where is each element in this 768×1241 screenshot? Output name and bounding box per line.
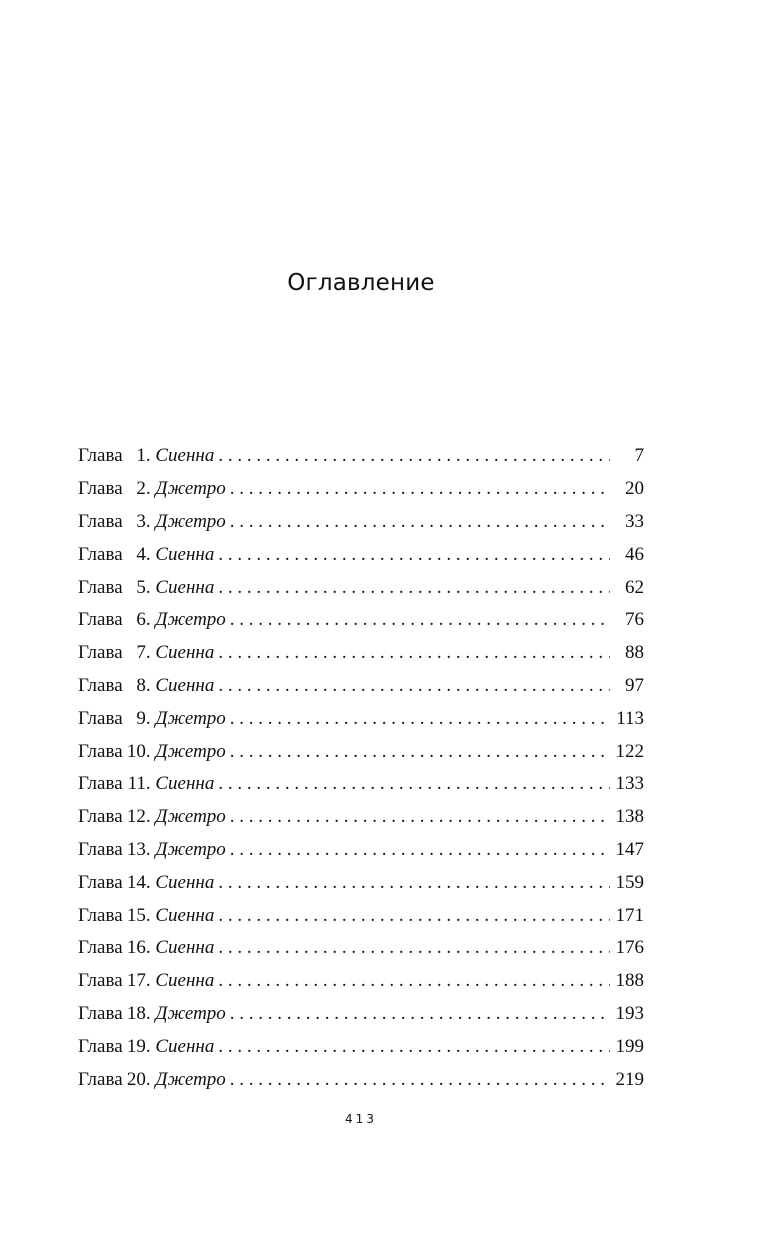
table-of-contents: [78, 440, 644, 1096]
chapter-name: Сиенна: [155, 937, 215, 959]
chapter-word: Глава: [78, 970, 123, 992]
toc-entry[interactable]: [78, 473, 644, 506]
chapter-word: Глава: [78, 510, 123, 532]
page-ref: 133: [615, 773, 644, 795]
dot-leader: [214, 872, 610, 894]
toc-entry-label: [78, 609, 226, 631]
page-ref: 171: [615, 904, 644, 926]
chapter-name: Джетро: [155, 1068, 226, 1090]
toc-entry-label: [78, 872, 214, 894]
page-ref: 193: [615, 1002, 644, 1024]
dot-leader: [214, 1036, 610, 1058]
dot-leader: [214, 544, 610, 566]
toc-entry[interactable]: [78, 998, 644, 1031]
toc-entry-label: [78, 577, 214, 599]
toc-entry-label: [78, 478, 226, 500]
toc-entry-label: [78, 1069, 226, 1091]
page-ref: 176: [615, 937, 644, 959]
dot-leader: [226, 741, 610, 763]
chapter-number: 18.: [126, 1002, 151, 1024]
toc-entry[interactable]: [78, 571, 644, 604]
page-ref: 76: [625, 609, 644, 631]
chapter-name: Джетро: [155, 478, 226, 500]
toc-entry[interactable]: [78, 932, 644, 965]
chapter-name: Джетро: [155, 806, 226, 828]
toc-entry[interactable]: [78, 1030, 644, 1063]
dot-leader: [226, 1003, 610, 1025]
page-ref: 159: [615, 871, 644, 893]
toc-entry-label: [78, 511, 226, 533]
toc-entry-label: [78, 1036, 214, 1058]
dot-leader: [226, 1069, 610, 1091]
chapter-number: 14.: [126, 871, 151, 893]
chapter-word: Глава: [78, 1002, 123, 1024]
chapter-name: Сиенна: [155, 445, 215, 467]
toc-entry-label: [78, 1003, 226, 1025]
toc-entry-label: [78, 445, 214, 467]
toc-entry[interactable]: [78, 604, 644, 637]
chapter-number: 8.: [136, 674, 151, 696]
chapter-word: Глава: [78, 478, 123, 500]
toc-entry[interactable]: [78, 637, 644, 670]
chapter-word: Глава: [78, 871, 123, 893]
page-ref: 138: [615, 806, 644, 828]
chapter-word: Глава: [78, 937, 123, 959]
chapter-word: Глава: [78, 806, 123, 828]
dot-leader: [214, 675, 610, 697]
chapter-number: 2.: [136, 478, 151, 500]
chapter-name: Сиенна: [155, 773, 215, 795]
page-ref: 199: [615, 1035, 644, 1057]
chapter-number: 6.: [136, 609, 151, 631]
toc-entry[interactable]: [78, 506, 644, 539]
toc-entry[interactable]: [78, 899, 644, 932]
page-ref: 46: [625, 543, 644, 565]
chapter-word: Глава: [78, 642, 123, 664]
toc-entry-label: [78, 806, 226, 828]
page-ref: 122: [615, 740, 644, 762]
toc-entry[interactable]: [78, 670, 644, 703]
page-ref: 20: [625, 478, 644, 500]
chapter-number: 4.: [136, 543, 151, 565]
page-ref: 188: [615, 970, 644, 992]
chapter-name: Джетро: [155, 609, 226, 631]
toc-entry[interactable]: [78, 965, 644, 998]
chapter-name: Сиенна: [155, 674, 215, 696]
toc-entry[interactable]: [78, 440, 644, 473]
dot-leader: [226, 478, 610, 500]
chapter-word: Глава: [78, 740, 123, 762]
toc-entry-label: [78, 937, 214, 959]
chapter-word: Глава: [78, 773, 123, 795]
chapter-name: Сиенна: [155, 871, 215, 893]
page-ref: 33: [625, 510, 644, 532]
toc-entry[interactable]: [78, 866, 644, 899]
chapter-number: 17.: [126, 970, 151, 992]
toc-entry-label: [78, 708, 226, 730]
toc-entry-label: [78, 544, 214, 566]
dot-leader: [226, 839, 610, 861]
chapter-name: Сиенна: [155, 576, 215, 598]
page-ref: 88: [625, 642, 644, 664]
chapter-number: 10.: [126, 740, 151, 762]
dot-leader: [214, 642, 610, 664]
toc-entry[interactable]: [78, 1063, 644, 1096]
chapter-number: 1.: [136, 445, 151, 467]
chapter-word: Глава: [78, 1068, 123, 1090]
chapter-name: Джетро: [155, 707, 226, 729]
toc-entry-label: [78, 839, 226, 861]
chapter-name: Сиенна: [155, 1035, 215, 1057]
page-ref: 113: [616, 707, 644, 729]
dot-leader: [226, 708, 610, 730]
toc-entry-label: [78, 773, 214, 795]
dot-leader: [214, 773, 610, 795]
chapter-number: 15.: [126, 904, 151, 926]
chapter-number: 3.: [136, 510, 151, 532]
chapter-word: Глава: [78, 838, 123, 860]
dot-leader: [214, 970, 610, 992]
chapter-number: 11.: [127, 773, 151, 795]
chapter-name: Сиенна: [155, 642, 215, 664]
chapter-word: Глава: [78, 674, 123, 696]
chapter-number: 7.: [136, 642, 151, 664]
page-ref: 219: [615, 1068, 644, 1090]
toc-entry[interactable]: [78, 768, 644, 801]
chapter-number: 5.: [136, 576, 151, 598]
toc-entry[interactable]: [78, 834, 644, 867]
chapter-name: Сиенна: [155, 970, 215, 992]
page-number: 413: [345, 1112, 377, 1126]
chapter-name: Джетро: [155, 510, 226, 532]
chapter-number: 16.: [126, 937, 151, 959]
dot-leader: [214, 577, 610, 599]
toc-entry[interactable]: [78, 735, 644, 768]
chapter-word: Глава: [78, 707, 123, 729]
dot-leader: [226, 511, 610, 533]
chapter-number: 19.: [126, 1035, 151, 1057]
dot-leader: [214, 937, 610, 959]
toc-entry-label: [78, 675, 214, 697]
toc-entry-label: [78, 905, 214, 927]
page-ref: 7: [634, 445, 644, 467]
dot-leader: [226, 806, 610, 828]
chapter-number: 9.: [136, 707, 151, 729]
chapter-name: Сиенна: [155, 904, 215, 926]
chapter-number: 13.: [126, 838, 151, 860]
chapter-word: Глава: [78, 543, 123, 565]
toc-entry-label: [78, 970, 214, 992]
dot-leader: [214, 905, 610, 927]
chapter-name: Джетро: [155, 1002, 226, 1024]
toc-entry[interactable]: [78, 702, 644, 735]
chapter-name: Сиенна: [155, 543, 215, 565]
chapter-word: Глава: [78, 1035, 123, 1057]
chapter-word: Глава: [78, 445, 123, 467]
dot-leader: [214, 445, 610, 467]
chapter-name: Джетро: [155, 740, 226, 762]
page-title: Оглавление: [287, 270, 435, 296]
chapter-word: Глава: [78, 576, 123, 598]
toc-entry-label: [78, 642, 214, 664]
page-ref: 97: [625, 674, 644, 696]
chapter-number: 12.: [126, 806, 151, 828]
toc-entry[interactable]: [78, 538, 644, 571]
page-ref: 62: [625, 576, 644, 598]
toc-entry[interactable]: [78, 801, 644, 834]
chapter-word: Глава: [78, 904, 123, 926]
toc-entry-label: [78, 741, 226, 763]
chapter-number: 20.: [126, 1068, 151, 1090]
dot-leader: [226, 609, 610, 631]
page-ref: 147: [615, 838, 644, 860]
chapter-name: Джетро: [155, 838, 226, 860]
chapter-word: Глава: [78, 609, 123, 631]
